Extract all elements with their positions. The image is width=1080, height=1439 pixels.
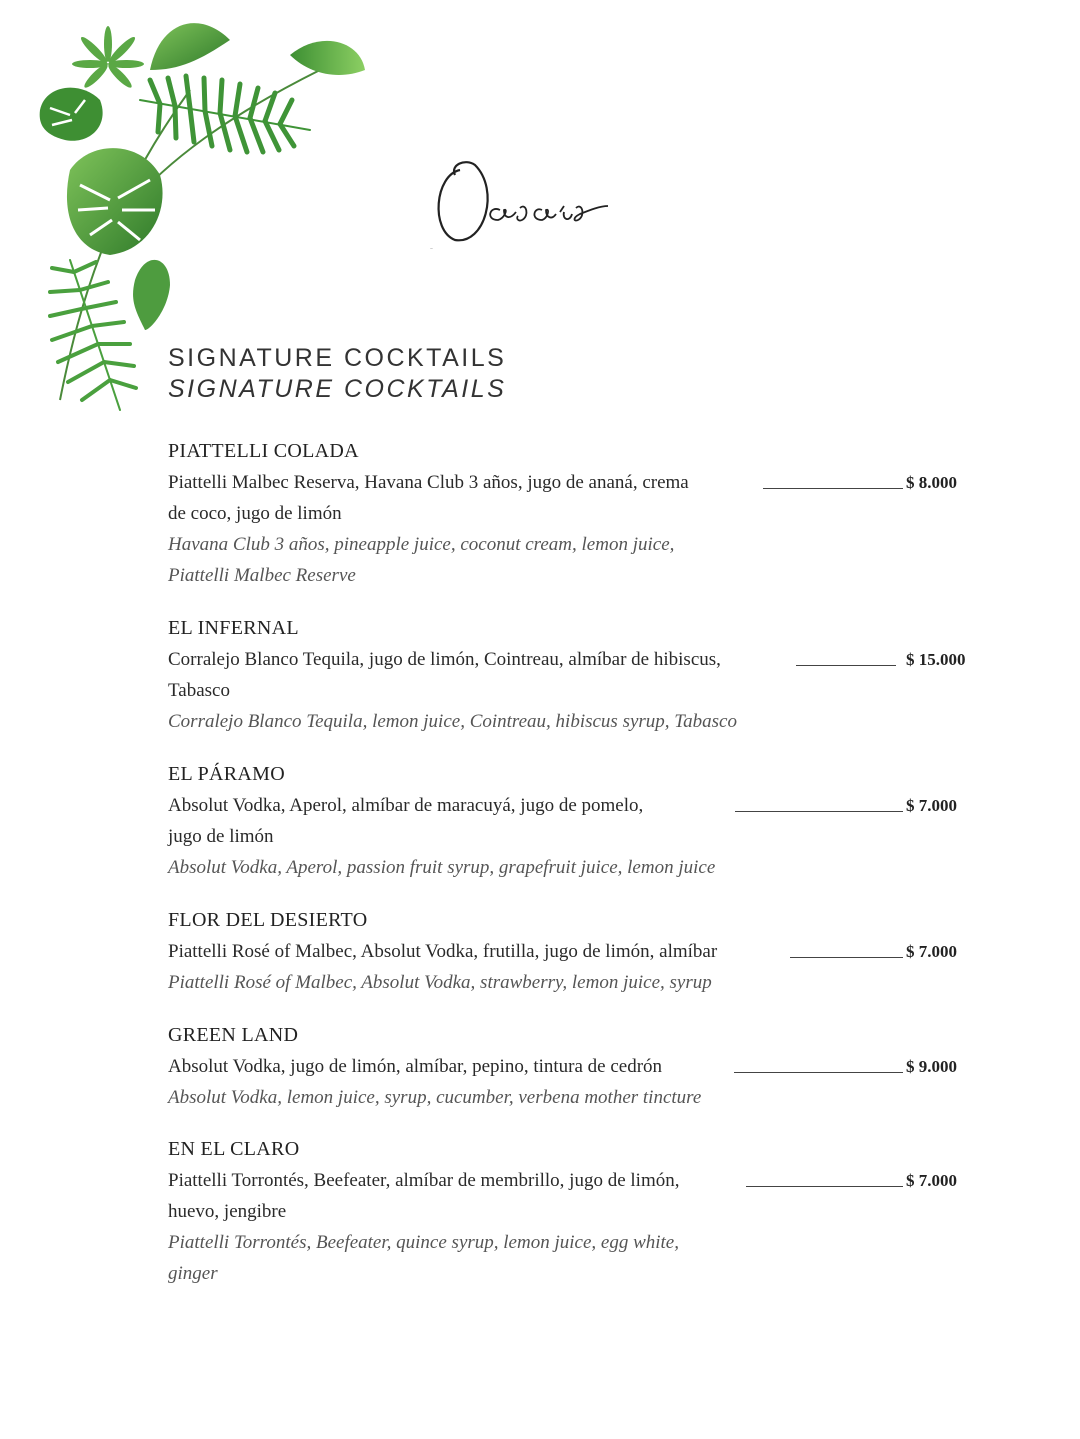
item-price: $ 7.000 — [906, 942, 957, 961]
price-leader-line — [735, 811, 903, 812]
item-description-en: Havana Club 3 años, pineapple juice, coconut cream, lemon juice, — [168, 534, 675, 555]
item-description-en: Absolut Vodka, lemon juice, syrup, cucumber, verbena mother tincture — [168, 1087, 702, 1108]
item-description-es: Piattelli Rosé of Malbec, Absolut Vodka, frutilla, jugo de limón, almíbar — [168, 941, 718, 962]
price-leader-line — [734, 1072, 903, 1073]
section-title-es: SIGNATURE COCKTAILS — [168, 344, 507, 372]
item-description-en: Absolut Vodka, Aperol, passion fruit syrup, grapefruit juice, lemon juice — [168, 857, 716, 878]
item-description-es: Absolut Vodka, Aperol, almíbar de maracuyá, jugo de pomelo, — [168, 795, 644, 816]
price-leader-line — [796, 665, 896, 666]
menu-item — [168, 759, 988, 883]
menu-item — [168, 1134, 988, 1289]
item-name: EL INFERNAL — [168, 617, 299, 639]
item-description-es: Piattelli Torrontés, Beefeater, almíbar de membrillo, jugo de limón, — [168, 1170, 680, 1191]
item-name: EL PÁRAMO — [168, 763, 285, 785]
menu-item — [168, 613, 988, 737]
item-name: PIATTELLI COLADA — [168, 440, 359, 462]
item-description-es-cont: de coco, jugo de limón — [168, 503, 342, 524]
price-leader-line — [746, 1186, 903, 1187]
item-name: FLOR DEL DESIERTO — [168, 909, 368, 931]
item-price: $ 7.000 — [906, 796, 957, 815]
item-description-es-cont: huevo, jengibre — [168, 1201, 287, 1222]
item-price: $ 7.000 — [906, 1171, 957, 1190]
item-description-en: Piattelli Rosé of Malbec, Absolut Vodka, strawberry, lemon juice, syrup — [168, 972, 712, 993]
menu-item — [168, 1020, 988, 1113]
item-description-en-cont: Piattelli Malbec Reserve — [168, 565, 356, 586]
price-leader-line — [763, 488, 903, 489]
item-price: $ 9.000 — [906, 1057, 957, 1076]
section-title-en: SIGNATURE COCKTAILS — [168, 375, 507, 403]
item-description-en: Piattelli Torrontés, Beefeater, quince syrup, lemon juice, egg white, — [168, 1232, 679, 1253]
item-description-es: Corralejo Blanco Tequila, jugo de limón, Cointreau, almíbar de hibiscus, — [168, 649, 721, 670]
item-description-en: Corralejo Blanco Tequila, lemon juice, Cointreau, hibiscus syrup, Tabasco — [168, 711, 737, 732]
logo-text — [430, 248, 433, 250]
menu-item — [168, 905, 988, 998]
item-description-es-cont: Tabasco — [168, 680, 230, 701]
item-description-en-cont: ginger — [168, 1263, 218, 1284]
item-price: $ 15.000 — [906, 650, 966, 669]
oasis-logo — [430, 150, 620, 250]
item-description-es-cont: jugo de limón — [168, 826, 274, 847]
menu-item — [168, 436, 988, 591]
section-heading — [168, 342, 506, 404]
item-name: EN EL CLARO — [168, 1138, 300, 1160]
item-description-es: Absolut Vodka, jugo de limón, almíbar, pepino, tintura de cedrón — [168, 1056, 663, 1077]
item-price: $ 8.000 — [906, 473, 957, 492]
item-name: GREEN LAND — [168, 1024, 299, 1046]
price-leader-line — [790, 957, 903, 958]
item-description-es: Piattelli Malbec Reserva, Havana Club 3 años, jugo de ananá, crema — [168, 472, 689, 493]
